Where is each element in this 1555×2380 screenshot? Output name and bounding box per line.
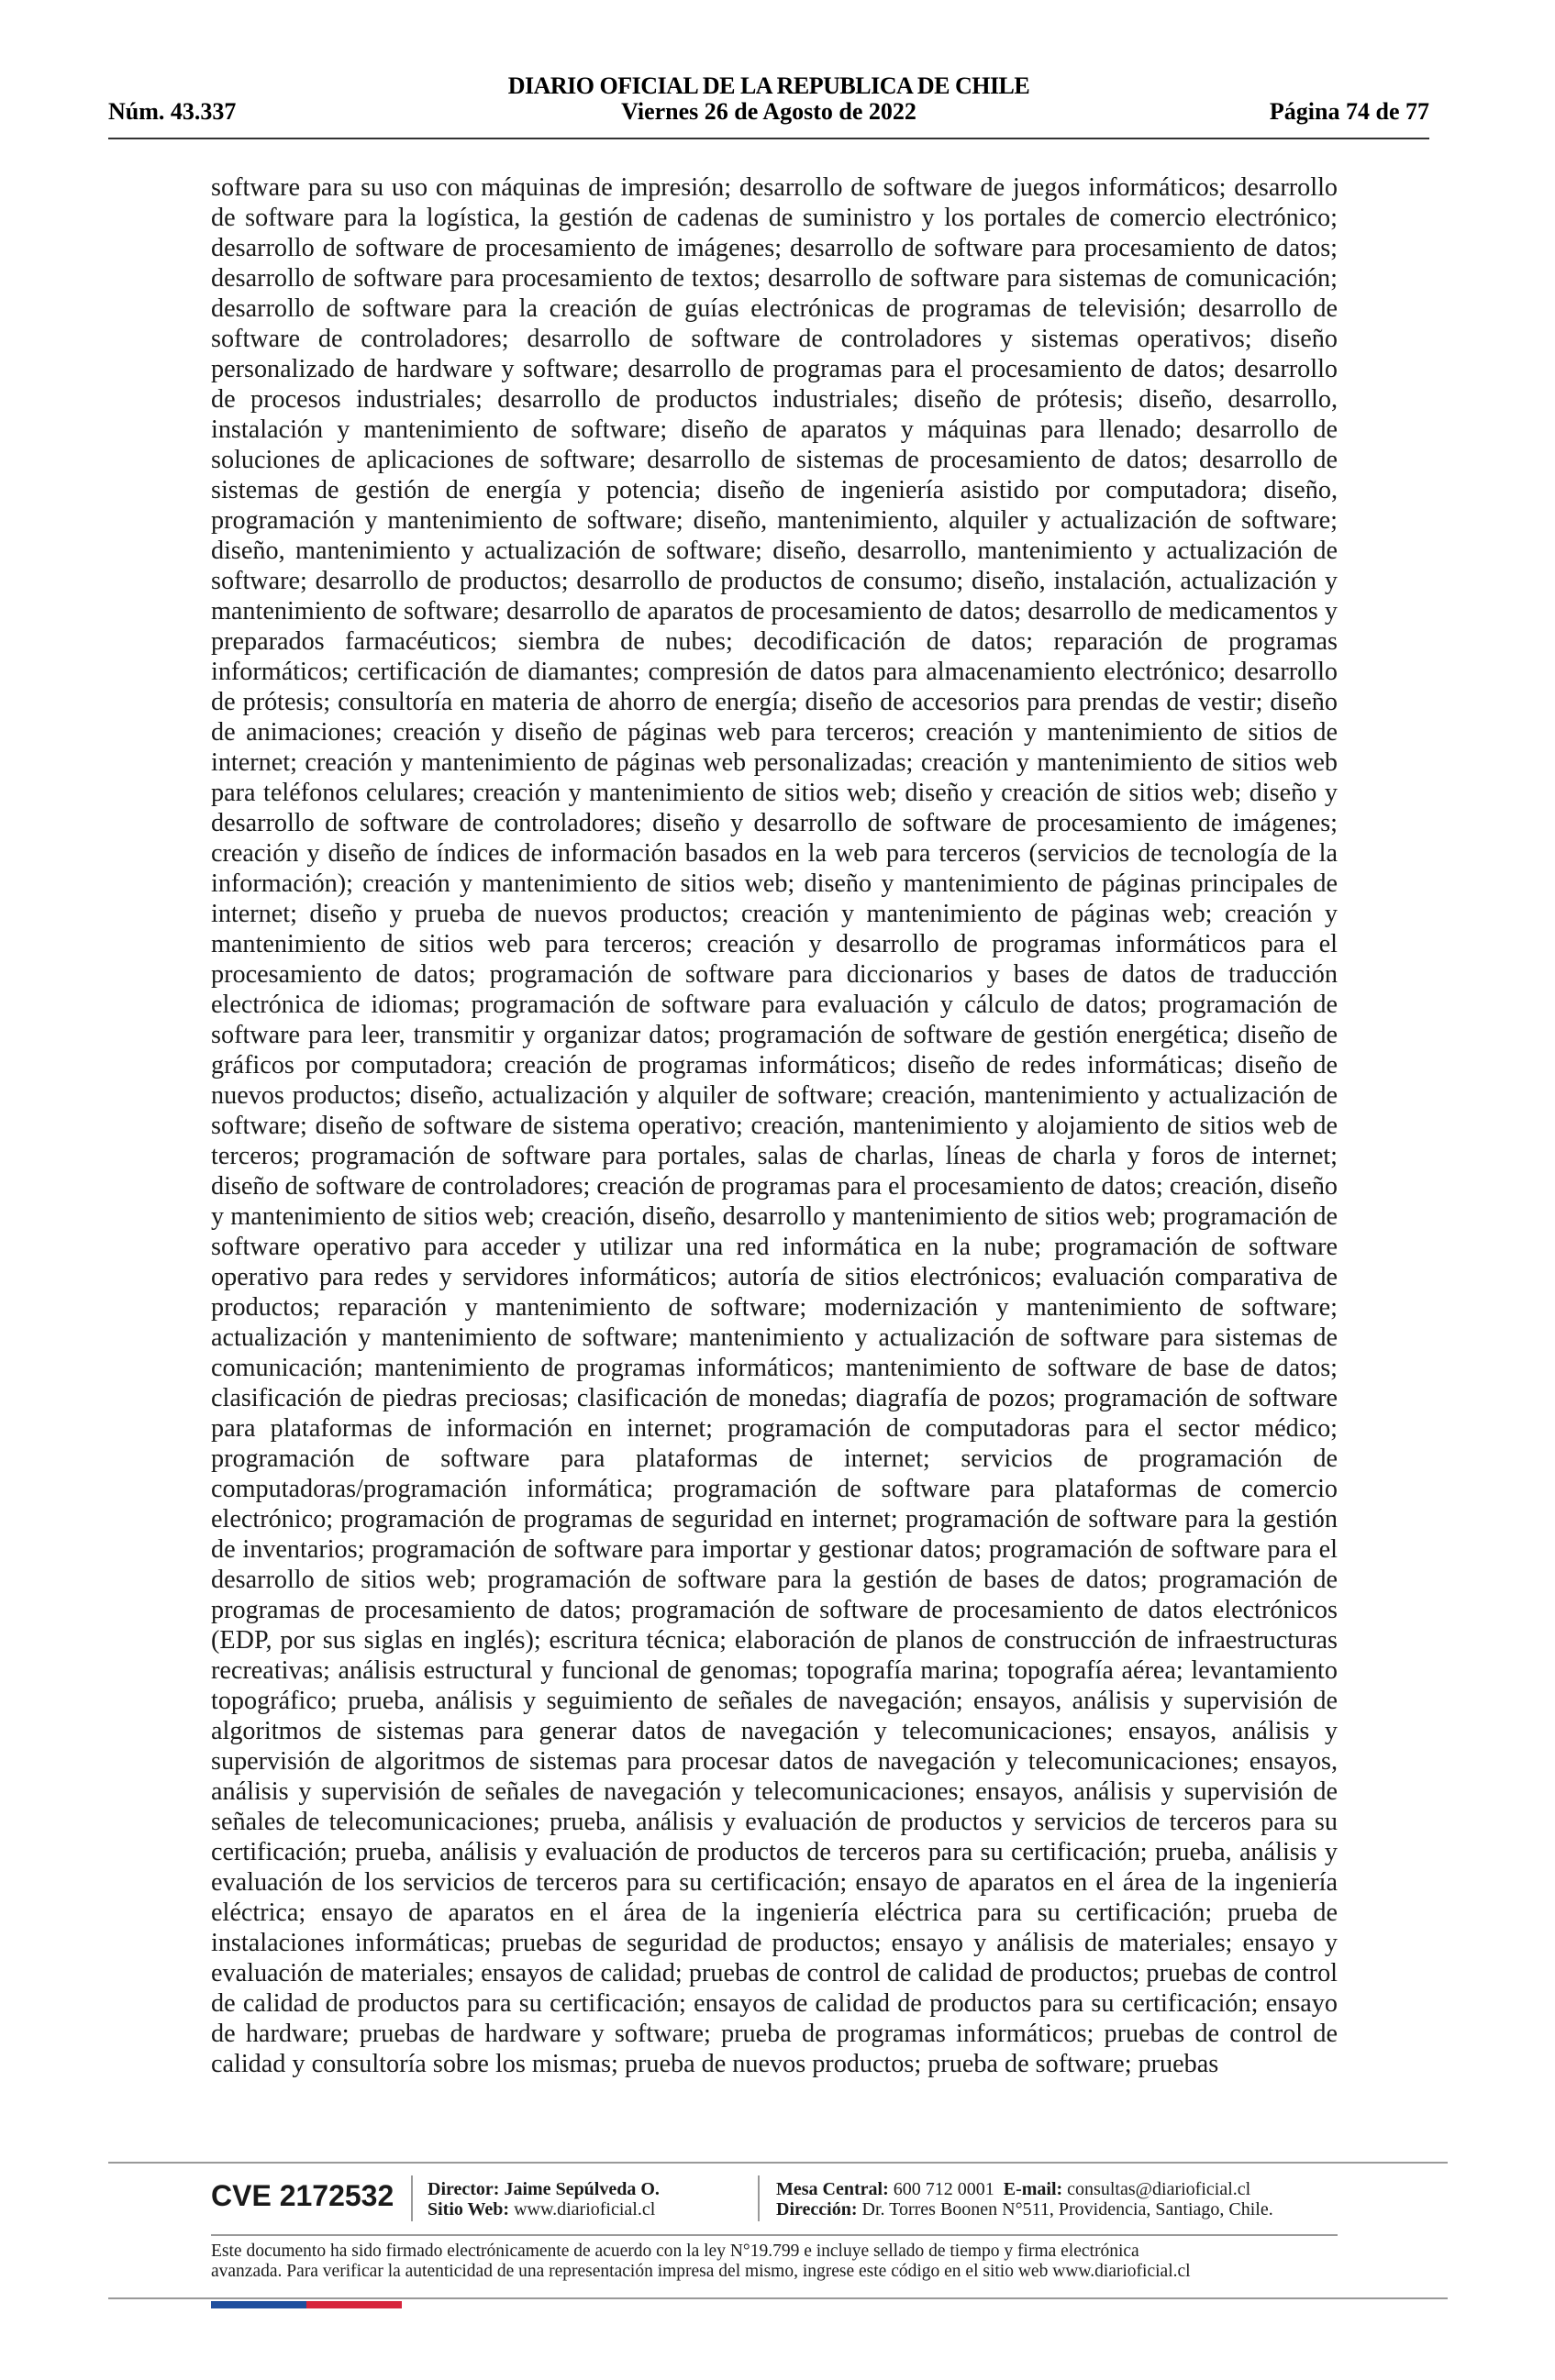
address-label: Dirección:	[776, 2199, 858, 2219]
flag-stripe	[211, 2301, 402, 2308]
director-name: Jaime Sepúlveda O.	[504, 2179, 660, 2199]
flag-red-segment	[306, 2301, 402, 2308]
footer-separator	[411, 2175, 413, 2221]
gazette-title: DIARIO OFICIAL DE LA REPUBLICA DE CHILE	[507, 72, 1030, 99]
website-label: Sitio Web:	[428, 2199, 510, 2219]
signature-line: avanzada. Para verificar la autenticidad de una representación impresa del mismo, ingrese este código en el sitio web www.diarioficial.cl	[211, 2262, 1191, 2281]
signature-line: Este documento ha sido firmado electrónicamente de acuerdo con la ley N°19.799 e incluye sellado de tiempo y firma electrónica	[211, 2242, 1139, 2261]
body-paragraph: software para su uso con máquinas de impresión; desarrollo de software de juegos informáticos; desarrollo de software para la logística, la gestión de cadenas de suministro y los portales de comercio electrónico; desarrollo de software de procesamiento de imágenes; desarrollo de software para procesamiento de datos; desarrollo de software para procesamiento de textos; desarrollo de software para sistemas de comunicación; desarrollo de software para la creación de guías electrónicas de programas de televisión; desarrollo de software de controladores; desarrollo de software de controladores y sistemas operativos; diseño personalizado de hardware y software; desarrollo de programas para el procesamiento de datos; desarrollo de procesos industriales; desarrollo de productos industriales; diseño de prótesis; diseño, desarrollo, instalación y mantenimiento de software; diseño de aparatos y máquinas para llenado; desarrollo de soluciones de aplicaciones de software; desarrollo de sistemas de procesamiento de datos; desarrollo de sistemas de gestión de energía y potencia; diseño de ingeniería asistido por computadora; diseño, programación y mantenimiento de software; diseño, mantenimiento, alquiler y actualización de software; diseño, mantenimiento y actualización de software; diseño, desarrollo, mantenimiento y actualización de software; desarrollo de productos; desarrollo de productos de consumo; diseño, instalación, actualización y mantenimiento de software; desarrollo de aparatos de procesamiento de datos; desarrollo de medicamentos y preparados farmacéuticos; siembra de nubes; decodificación de datos; reparación de programas informáticos; certificación de diamantes; compresión de datos para almacenamiento electrónico; desarrollo de prótesis; consultoría en materia de ahorro de energía; diseño de accesorios para prendas de vestir; diseño de animaciones; creación y diseño de páginas web para terceros; creación y mantenimiento de sitios de internet; creación y mantenimiento de páginas web personalizadas; creación y mantenimiento de sitios web para teléfonos celulares; creación y mantenimiento de sitios web; diseño y creación de sitios web; diseño y desarrollo de software de controladores; diseño y desarrollo de software de procesamiento de imágenes; creación y diseño de índices de información basados en la web para terceros (servicios de tecnología de la información); creación y mantenimiento de sitios web; diseño y mantenimiento de páginas principales de internet; diseño y prueba de nuevos productos; creación y mantenimiento de páginas web; creación y mantenimiento de sitios web para terceros; creación y desarrollo de programas informáticos para el procesamiento de datos; programación de software para diccionarios y bases de datos de traducción electrónica de idiomas; programación de software para evaluación y cálculo de datos; programación de software para leer, transmitir y organizar datos; programación de software de gestión energética; diseño de gráficos por computadora; creación de programas informáticos; diseño de redes informáticas; diseño de nuevos productos; diseño, actualización y alquiler de software; creación, mantenimiento y actualización de software; diseño de software de sistema operativo; creación, mantenimiento y alojamiento de sitios web de terceros; programación de software para portales, salas de charlas, líneas de charla y foros de internet; diseño de software de controladores; creación de programas para el procesamiento de datos; creación, diseño y mantenimiento de sitios web; creación, diseño, desarrollo y mantenimiento de sitios web; programación de software operativo para acceder y utilizar una red informática en la nube; programación de software operativo para redes y servidores informáticos; autoría de sitios electrónicos; evaluación comparativa de productos; reparación y mantenimiento de software; modernización y mantenimiento de software; actualización y mantenimiento de software; mantenimiento y actualización de software para sistemas de comunicación; mantenimiento de programas informáticos; mantenimiento de software de base de datos; clasificación de piedras preciosas; clasificación de monedas; diagrafía de pozos; programación de software para plataformas de información en internet; programación de computadoras para el sector médico; programación de software para plataformas de internet; servicios de programación de computadoras/programación informática; programación de software para plataformas de comercio electrónico; programación de programas de seguridad en internet; programación de software para la gestión de inventarios; programación de software para importar y gestionar datos; programación de software para el desarrollo de sitios web; programación de software para la gestión de bases de datos; programación de programas de procesamiento de datos; programación de software de procesamiento de datos electrónicos (EDP, por sus siglas en inglés); escritura técnica; elaboración de planos de construcción de infraestructuras recreativas; análisis estructural y funcional de genomas; topografía marina; topografía aérea; levantamiento topográfico; prueba, análisis y seguimiento de señales de navegación; ensayos, análisis y supervisión de algoritmos de sistemas para generar datos de navegación y telecomunicaciones; ensayos, análisis y supervisión de algoritmos de sistemas para procesar datos de navegación y telecomunicaciones; ensayos, análisis y supervisión de señales de navegación y telecomunicaciones; ensayos, análisis y supervisión de señales de telecomunicaciones; prueba, análisis y evaluación de productos y servicios de terceros para su certificación; prueba, análisis y evaluación de productos de terceros para su certificación; prueba, análisis y evaluación de los servicios de terceros para su certificación; ensayo de aparatos en el área de la ingeniería eléctrica; ensayo de aparatos en el área de la ingeniería eléctrica para su certificación; prueba de instalaciones informáticas; pruebas de seguridad de productos; ensayo y análisis de materiales; ensayo y evaluación de materiales; ensayos de calidad; pruebas de control de calidad de productos; pruebas de control de calidad de productos para su certificación; ensayos de calidad de productos para su certificación; ensayo de hardware; pruebas de hardware y software; prueba de programas informáticos; pruebas de control de calidad y consultoría sobre los mismas; prueba de nuevos productos; prueba de software; pruebas	[211, 173, 1338, 2078]
flag-blue-segment	[211, 2301, 306, 2308]
footer-divider	[108, 2162, 1448, 2164]
signature-divider	[211, 2234, 1338, 2236]
footer-separator	[758, 2175, 760, 2221]
website-link[interactable]: www.diarioficial.cl	[514, 2199, 656, 2219]
signature-notice	[211, 2242, 1338, 2282]
director-label: Director:	[428, 2179, 500, 2199]
contact-block	[776, 2179, 1273, 2219]
page-number: Página 74 de 77	[1269, 98, 1429, 125]
phone-label: Mesa Central:	[776, 2179, 889, 2199]
header-divider	[108, 138, 1429, 139]
director-block	[428, 2179, 660, 2219]
email-link[interactable]: consultas@diarioficial.cl	[1067, 2179, 1251, 2199]
cve-code: CVE 2172532	[211, 2179, 394, 2212]
page-header	[108, 72, 1429, 133]
phone-value: 600 712 0001	[893, 2179, 994, 2199]
issue-date: Viernes 26 de Agosto de 2022	[621, 98, 916, 125]
address-value: Dr. Torres Boonen N°511, Providencia, Santiago, Chile.	[861, 2199, 1273, 2219]
bottom-divider	[108, 2297, 1448, 2299]
masthead	[108, 74, 1429, 126]
issue-number: Núm. 43.337	[108, 98, 237, 125]
email-label: E-mail:	[1003, 2179, 1063, 2199]
